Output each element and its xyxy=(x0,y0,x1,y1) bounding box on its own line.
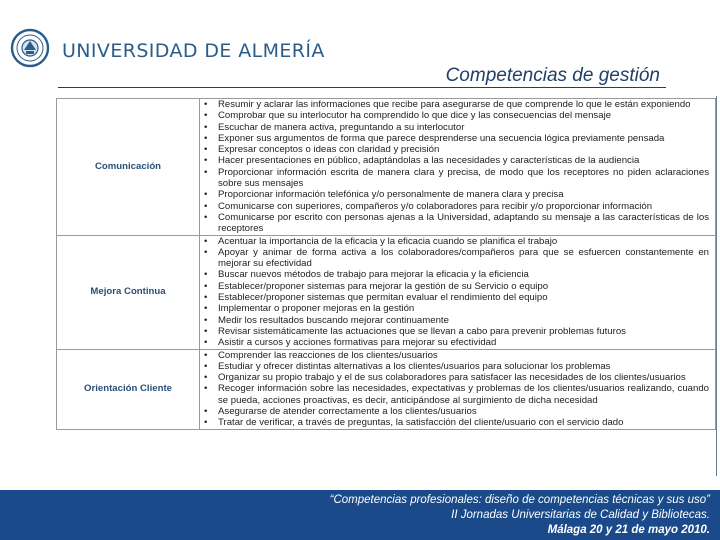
table-row xyxy=(57,99,716,236)
list-item: • Comprender las reacciones de los clientes/usuarios xyxy=(218,350,709,361)
list-item: • Establecer/proponer sistemas que permitan evaluar el rendimiento del equipo xyxy=(218,292,709,303)
list-item: • Organizar su propio trabajo y el de sus colaboradores para satisfacer las necesidades de los clientes/usuarios xyxy=(218,372,709,383)
list-item: • Implementar o proponer mejoras en la gestión xyxy=(218,303,709,314)
list-item: • Proporcionar información escrita de manera clara y precisa, de modo que los receptores no piden aclaraciones sobre sus mensajes xyxy=(218,167,709,190)
footer-line-event: II Jornadas Universitarias de Calidad y Bibliotecas. xyxy=(451,509,710,521)
competencia-name: Mejora Continua xyxy=(57,235,200,349)
footer-line-title: “Competencias profesionales: diseño de competencias técnicas y sus uso” xyxy=(329,494,710,506)
university-seal-logo xyxy=(10,26,50,72)
competencia-items xyxy=(200,349,716,429)
list-item: • Buscar nuevos métodos de trabajo para mejorar la eficacia y la eficiencia xyxy=(218,269,709,280)
list-item: • Apoyar y animar de forma activa a los colaboradores/compañeros para que se esfuercen constantemente en mejorar su efectividad xyxy=(218,247,709,270)
list-item: • Expresar conceptos o ideas con claridad y precisión xyxy=(218,144,709,155)
list-item: • Exponer sus argumentos de forma que parece desprenderse una secuencia lógica previamente pensada xyxy=(218,133,709,144)
list-item: • Estudiar y ofrecer distintas alternativas a los clientes/usuarios para solucionar los problemas xyxy=(218,361,709,372)
list-item: • Comprobar que su interlocutor ha comprendido lo que dice y las consecuencias del mensaje xyxy=(218,110,709,121)
right-edge-divider xyxy=(716,96,717,476)
university-name: UNIVERSIDAD DE ALMERÍA xyxy=(62,40,325,62)
list-item: • Hacer presentaciones en público, adaptándolas a las necesidades y características de la audiencia xyxy=(218,155,709,166)
footer-bar xyxy=(0,490,720,540)
list-item: • Comunicarse con superiores, compañeros y/o colaboradores para recibir y/o proporcionar información xyxy=(218,201,709,212)
behavior-list xyxy=(200,350,709,429)
table-row xyxy=(57,349,716,429)
list-item: • Comunicarse por escrito con personas ajenas a la Universidad, adaptando su mensaje a las características de los receptores xyxy=(218,212,709,235)
list-item: • Resumir y aclarar las informaciones que recibe para asegurarse de que comprende lo que le están exponiendo xyxy=(218,99,709,110)
page-title: Competencias de gestión xyxy=(445,65,660,86)
list-item: • Revisar sistemáticamente las actuaciones que se llevan a cabo para prevenir problemas futuros xyxy=(218,326,709,337)
table-row xyxy=(57,235,716,349)
competencias-table xyxy=(56,98,716,430)
competencia-name: Comunicación xyxy=(57,99,200,236)
list-item: • Acentuar la importancia de la eficacia y la eficacia cuando se planifica el trabajo xyxy=(218,236,709,247)
behavior-list xyxy=(200,236,709,349)
list-item: • Tratar de verificar, a través de preguntas, la satisfacción del cliente/usuario con el servicio dado xyxy=(218,417,709,428)
competencia-name: Orientación Cliente xyxy=(57,349,200,429)
list-item: • Asegurarse de atender correctamente a los clientes/usuarios xyxy=(218,406,709,417)
list-item: • Medir los resultados buscando mejorar continuamente xyxy=(218,315,709,326)
list-item: • Recoger información sobre las necesidades, expectativas y problemas de los clientes/usuarios realizando, cuando se pueda, acciones proactivas, es decir, anticipándose al surgimiento de dicha necesidad xyxy=(218,383,709,406)
footer-line-date: Málaga 20 y 21 de mayo 2010. xyxy=(547,524,710,536)
list-item: • Asistir a cursos y acciones formativas para mejorar su efectividad xyxy=(218,337,709,348)
competencia-items xyxy=(200,99,716,236)
footer-citation xyxy=(330,493,710,538)
list-item: • Proporcionar información telefónica y/o personalmente de manera clara y precisa xyxy=(218,189,709,200)
competencia-items xyxy=(200,235,716,349)
list-item: • Escuchar de manera activa, preguntando a su interlocutor xyxy=(218,122,709,133)
list-item: • Establecer/proponer sistemas para mejorar la gestión de su Servicio o equipo xyxy=(218,281,709,292)
title-divider xyxy=(58,87,666,88)
behavior-list xyxy=(200,99,709,235)
